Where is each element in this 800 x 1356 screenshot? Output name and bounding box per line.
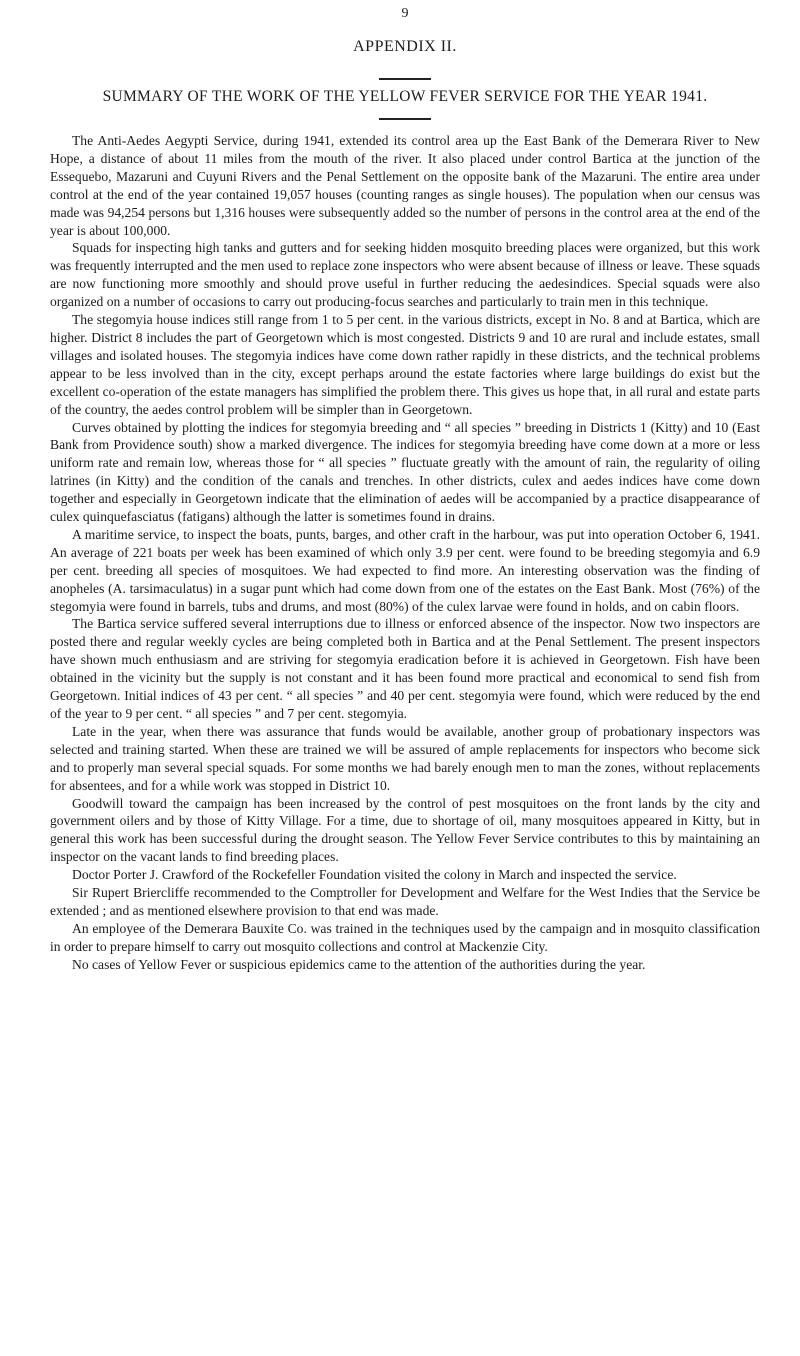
paragraph: The stegomyia house indices still range from 1 to 5 per cent. in the various districts, except in No. 8 and at Bartica, which are higher. District 8 includes the part of Georgetown which is most congested. Districts 9 and 10 are rural and include estates, small villages and isolated houses. The stegomyia indices have come down rather rapidly in these districts, and the technical problems appear to be less involved than in the city, except perhaps around the estate factories where large buildings do exist but the excellent co-operation of the estate managers has simplified the problem there. This gives us hope that, in all rural and estate parts of the country, the aedes control problem will be simpler than in Georgetown. bbox=[50, 312, 760, 417]
paragraph: Doctor Porter J. Crawford of the Rockefeller Foundation visited the colony in March and inspected the service. bbox=[72, 867, 677, 883]
paragraph: Goodwill toward the campaign has been increased by the control of pest mosquitoes on the front lands by the city and government oilers and by those of Kitty Village. For a time, due to shortage of oil, many mosquitoes appeared in Kitty, but in general this work has been successful during the drought season. The Yellow Fever Service contributes to this by maintaining an inspector on the vacant lands to find breeding places. bbox=[50, 795, 760, 865]
document-title: SUMMARY OF THE WORK OF THE YELLOW FEVER SERVICE FOR THE YEAR 1941. bbox=[102, 88, 708, 105]
paragraph: Sir Rupert Briercliffe recommended to the Comptroller for Development and Welfare for the West Indies that the Service be extended ; and as mentioned elsewhere provision to that end was made. bbox=[50, 885, 760, 918]
paragraph: The Anti-Aedes Aegypti Service, during 1941, extended its control area up the East Bank of the Demerara River to New Hope, a distance of about 11 miles from the mouth of the river. It also placed under control Bartica at the junction of the Essequebo, Mazaruni and Cuyuni Rivers and the Penal Settlement on the opposite bank of the Mazaruni. The entire area under control at the end of the year contained 19,057 houses (counting ranges as single houses). The population when our census was made was 94,254 persons but 1,316 houses were subsequently added so the number of persons in the control area at the end of the year is about 100,000. bbox=[50, 133, 760, 238]
page-number: 9 bbox=[401, 6, 409, 21]
document-body bbox=[50, 132, 760, 974]
appendix-heading: APPENDIX II. bbox=[353, 38, 457, 55]
paragraph: An employee of the Demerara Bauxite Co. was trained in the techniques used by the campaign and in mosquito classification in order to prepare himself to carry out mosquito collections and control at Mackenzie City. bbox=[50, 920, 760, 954]
paragraph: A maritime service, to inspect the boats, punts, barges, and other craft in the harbour, was put into operation October 6, 1941. An average of 221 boats per week has been examined of which only 3.9 per cent. were found to be breeding stegomyia and 6.9 per cent. breeding all species of mosquitoes. We had expected to find more. An interesting observation was the finding of anopheles (A. tarsimaculatus) in a sugar punt which had come down from one of the estates on the East Bank. Most (76%) of the stegomyia were found in barrels, tubs and drums, and most (80%) of the culex larvae were found in holds, and on cabin floors. bbox=[50, 526, 760, 614]
paragraph: Curves obtained by plotting the indices for stegomyia breeding and “ all species ” breeding in Districts 1 (Kitty) and 10 (East Bank from Providence south) show a marked divergence. The indices for stegomyia breeding have come down at a more or less uniform rate and remain low, whereas those for “ all species ” fluctuate greatly with the amount of rain, the regularity of oiling latrines (in Kitty) and the condition of the canals and trenches. In other districts, culex and aedes indices have come down together and especially in Georgetown indicate that the elimination of aedes will be accompanied by a practice disappearance of culex quinquefasciatus (fatigans) although the latter is sometimes found in drains. bbox=[50, 419, 760, 525]
paragraph: Late in the year, when there was assurance that funds would be available, another group of probationary inspectors was selected and training started. When these are trained we will be assured of ample replacements for inspectors who become sick and to properly man several special squads. For some months we had barely enough men to man the zones, without replacements for absentees, and for a while work was stopped in District 10. bbox=[50, 723, 760, 793]
paragraph: The Bartica service suffered several interruptions due to illness or enforced absence of the inspector. Now two inspectors are posted there and regular weekly cycles are being completed both in Bartica and at the Penal Settlement. The present inspectors have shown much enthusiasm and are striving for stegomyia eradication before it is achieved in Georgetown. Fish have been obtained in the vicinity but the supply is not constant and it has been found more practical and economical to send fish from Georgetown. Initial indices of 43 per cent. “ all species ” and 40 per cent. stegomyia were found, which were reduced by the end of the year to 9 per cent. “ all species ” and 7 per cent. stegomyia. bbox=[50, 616, 760, 721]
paragraph: Squads for inspecting high tanks and gutters and for seeking hidden mosquito breeding places were organized, but this work was frequently interrupted and the men used to replace zone inspectors who were absent because of illness or leave. These squads are now functioning more smoothly and should prove useful in further reducing the aedesindices. Special squads were also organized on a number of occasions to carry out producing-focus searches and particularly to train men in this technique. bbox=[50, 240, 760, 310]
paragraph: No cases of Yellow Fever or suspicious epidemics came to the attention of the authorities during the year. bbox=[72, 956, 646, 972]
heading-rule bbox=[379, 78, 431, 80]
title-rule bbox=[379, 118, 431, 120]
